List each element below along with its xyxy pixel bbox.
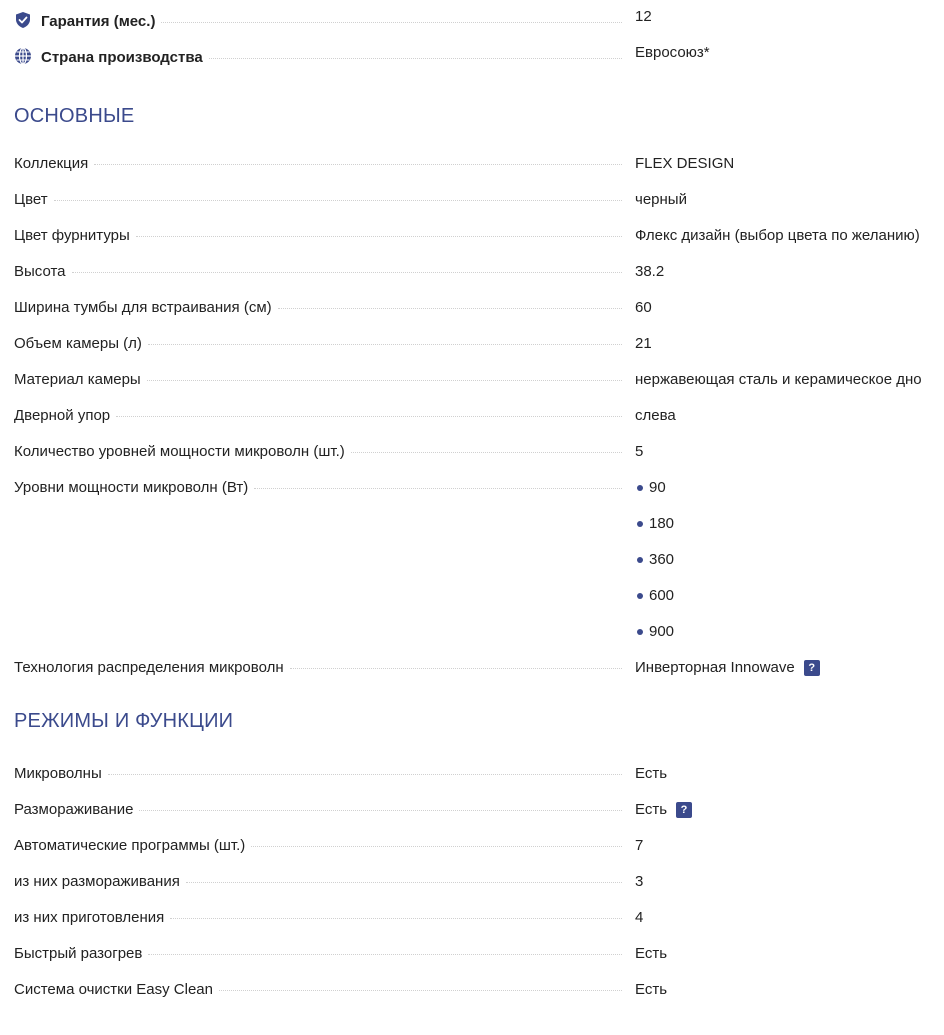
spec-row	[14, 291, 944, 327]
spec-row-country	[14, 36, 944, 72]
dotted-leader	[116, 416, 622, 417]
spec-row-list-continuation	[14, 579, 944, 615]
section-title-modes: РЕЖИМЫ И ФУНКЦИИ	[14, 710, 234, 732]
spec-label: Высота	[14, 263, 72, 281]
spec-label: Система очистки Easy Clean	[14, 981, 219, 999]
dotted-leader	[278, 308, 622, 309]
spec-label: Гарантия (мес.)	[41, 13, 161, 31]
spec-value: Инверторная Innowave ?	[635, 659, 820, 677]
dotted-leader	[147, 380, 622, 381]
spec-row-power-levels	[14, 471, 944, 507]
spec-row-list-continuation	[14, 543, 944, 579]
spec-label: Микроволны	[14, 765, 108, 783]
spec-value: Флекс дизайн (выбор цвета по желанию)	[635, 227, 920, 244]
spec-value: 5	[635, 443, 644, 460]
spec-label: Цвет фурнитуры	[14, 227, 136, 245]
spec-row	[14, 363, 944, 399]
spec-value: 21	[635, 335, 652, 352]
dotted-leader	[161, 22, 622, 23]
spec-label: Количество уровней мощности микроволн (шт.)	[14, 443, 351, 461]
spec-label: Уровни мощности микроволн (Вт)	[14, 479, 254, 497]
spec-label: из них размораживания	[14, 873, 186, 891]
spec-value: 12	[635, 8, 652, 25]
spec-label: Автоматические программы (шт.)	[14, 837, 251, 855]
spec-label: Цвет	[14, 191, 54, 209]
spec-row	[14, 757, 944, 793]
list-item: 180	[635, 515, 674, 533]
bullet-icon	[637, 521, 643, 527]
spec-value: 3	[635, 873, 644, 890]
dotted-leader	[148, 344, 622, 345]
spec-label: Материал камеры	[14, 371, 147, 389]
section-title-main: ОСНОВНЫЕ	[14, 105, 135, 127]
dotted-leader	[186, 882, 622, 883]
spec-row	[14, 829, 944, 865]
spec-row	[14, 651, 944, 687]
spec-row	[14, 147, 944, 183]
spec-value: черный	[635, 191, 687, 208]
spec-row-list-continuation	[14, 615, 944, 651]
spec-value: Евросоюз*	[635, 44, 710, 61]
spec-value: Есть	[635, 765, 668, 782]
spec-label: Страна производства	[41, 49, 209, 67]
spec-label: Размораживание	[14, 801, 139, 819]
dotted-leader	[94, 164, 622, 165]
dotted-leader	[148, 954, 622, 955]
bullet-icon	[637, 557, 643, 563]
spec-value: нержавеющая сталь и керамическое дно	[635, 371, 922, 388]
list-item: 360	[635, 551, 674, 569]
dotted-leader	[139, 810, 622, 811]
spec-value: Есть	[635, 945, 668, 962]
dotted-leader	[72, 272, 622, 273]
globe-icon	[14, 47, 32, 65]
spec-row	[14, 327, 944, 363]
spec-row	[14, 865, 944, 901]
spec-row	[14, 973, 944, 1009]
spec-row	[14, 219, 944, 255]
spec-value: Есть	[635, 981, 668, 998]
dotted-leader	[209, 58, 622, 59]
help-icon[interactable]: ?	[676, 802, 692, 818]
dotted-leader	[290, 668, 622, 669]
list-item: 600	[635, 587, 674, 605]
spec-label: Быстрый разогрев	[14, 945, 148, 963]
dotted-leader	[54, 200, 622, 201]
dotted-leader	[254, 488, 622, 489]
spec-row	[14, 435, 944, 471]
spec-value: 7	[635, 837, 644, 854]
spec-value: 4	[635, 909, 644, 926]
spec-label: Коллекция	[14, 155, 94, 173]
spec-label: Дверной упор	[14, 407, 116, 425]
dotted-leader	[351, 452, 622, 453]
spec-row	[14, 793, 944, 829]
spec-row-warranty	[14, 0, 944, 36]
dotted-leader	[108, 774, 622, 775]
spec-label: Ширина тумбы для встраивания (см)	[14, 299, 278, 317]
bullet-icon	[637, 485, 643, 491]
spec-label: Объем камеры (л)	[14, 335, 148, 353]
bullet-icon	[637, 629, 643, 635]
help-icon[interactable]: ?	[804, 660, 820, 676]
spec-row	[14, 399, 944, 435]
spec-value: слева	[635, 407, 676, 424]
spec-value: Есть ?	[635, 801, 692, 819]
list-item: 90	[635, 479, 666, 497]
spec-row	[14, 901, 944, 937]
bullet-icon	[637, 593, 643, 599]
spec-row	[14, 937, 944, 973]
dotted-leader	[251, 846, 622, 847]
list-item: 900	[635, 623, 674, 641]
spec-row	[14, 183, 944, 219]
specs-page	[14, 0, 944, 1009]
spec-row	[14, 255, 944, 291]
spec-label: Технология распределения микроволн	[14, 659, 290, 677]
spec-row-list-continuation	[14, 507, 944, 543]
dotted-leader	[136, 236, 622, 237]
spec-label: из них приготовления	[14, 909, 170, 927]
dotted-leader	[170, 918, 622, 919]
spec-value: 38.2	[635, 263, 665, 280]
shield-check-icon	[14, 11, 32, 29]
dotted-leader	[219, 990, 622, 991]
spec-value: 60	[635, 299, 652, 316]
spec-value: FLEX DESIGN	[635, 155, 735, 172]
